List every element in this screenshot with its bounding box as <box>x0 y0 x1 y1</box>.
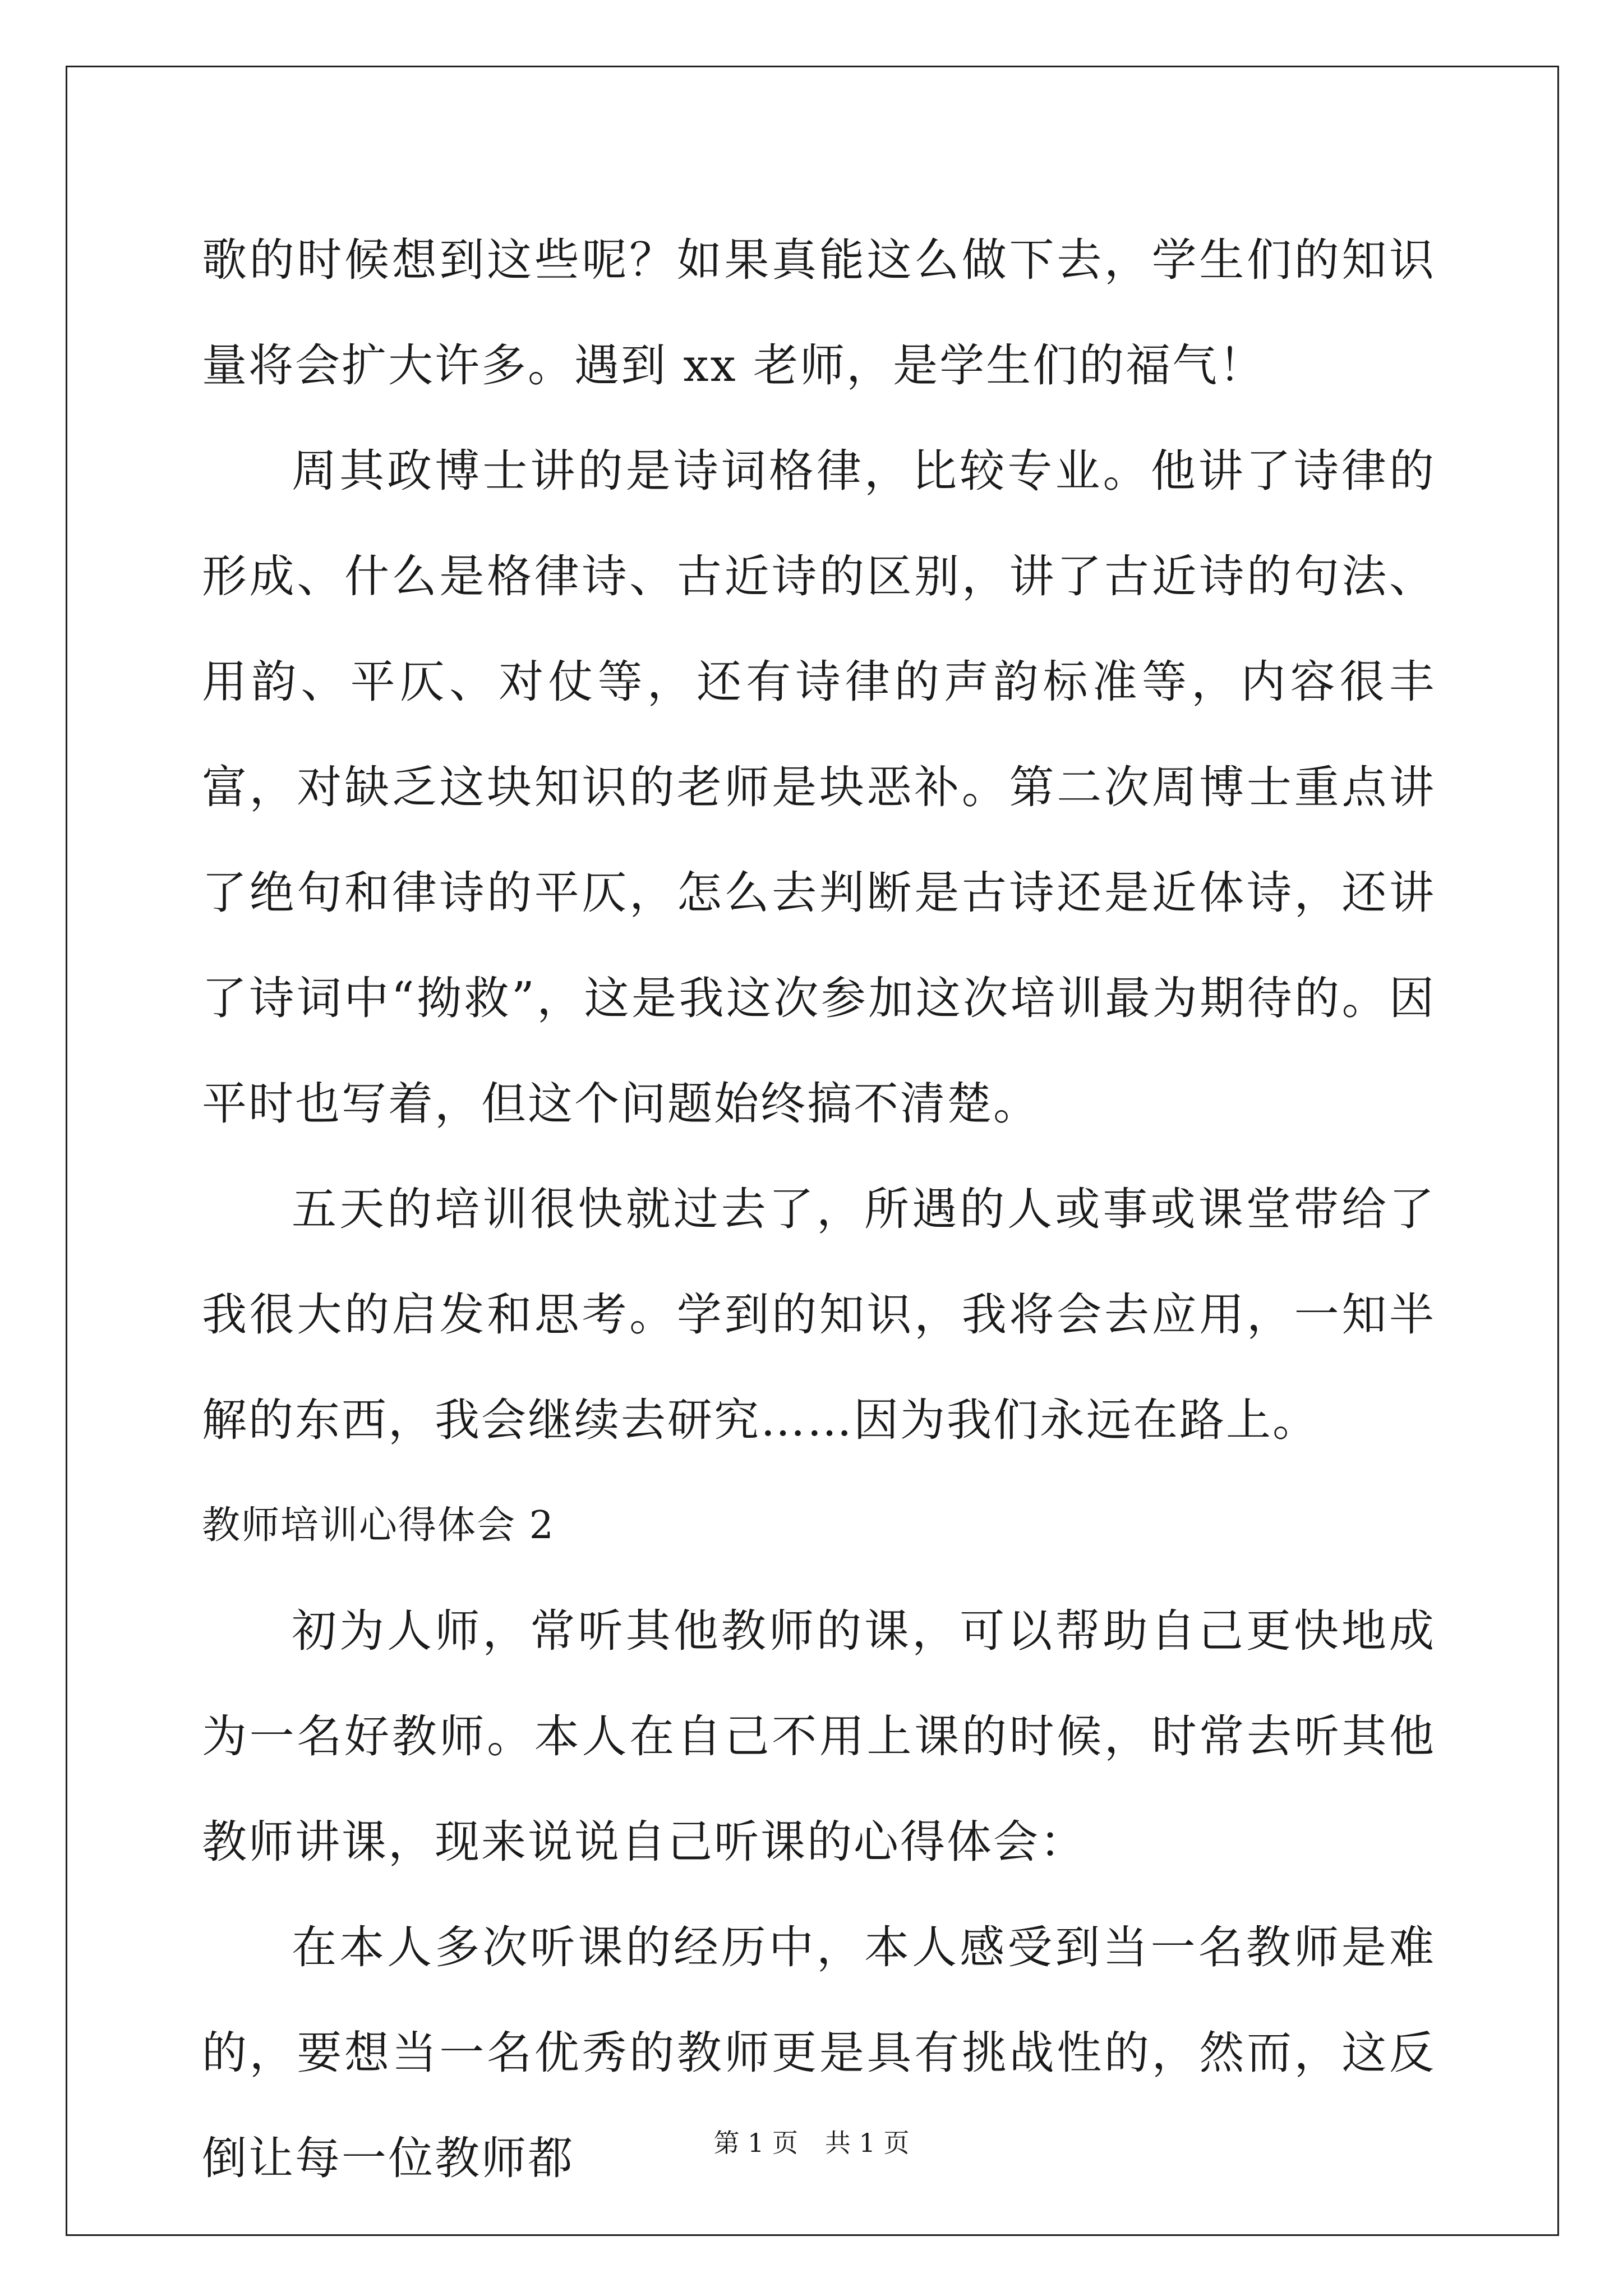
page-footer <box>0 2126 1623 2160</box>
page-total: 共 1 页 <box>825 2128 910 2158</box>
document-body <box>202 208 1436 2211</box>
paragraph-5: 在本人多次听课的经历中，本人感受到当一名教师是难的，要想当一名优秀的教师更是具有挑战性的，然而，这反倒让每一位教师都 <box>202 1921 1436 2184</box>
section-heading: 教师培训心得体会 2 <box>202 1503 555 1548</box>
page-number: 第 1 页 <box>713 2128 798 2158</box>
paragraph-4: 初为人师，常听其他教师的课，可以帮助自己更快地成为一名好教师。本人在自己不用上课的时候，时常去听其他教师讲课，现来说说自己听课的心得体会： <box>202 1605 1436 1868</box>
paragraph-2: 周其政博士讲的是诗词格律，比较专业。他讲了诗律的形成、什么是格律诗、古近诗的区别，讲了古近诗的句法、用韵、平仄、对仗等，还有诗律的声韵标准等，内容很丰富，对缺乏这块知识的老师是块恶补。第二次周博士重点讲了绝句和律诗的平仄，怎么去判断是古诗还是近体诗，还讲了诗词中“拗救”，这是我这次参加这次培训最为期待的。因平时也写着，但这个问题始终搞不清楚。 <box>202 445 1436 1130</box>
paragraph-3: 五天的培训很快就过去了，所遇的人或事或课堂带给了我很大的启发和思考。学到的知识，我将会去应用，一知半解的东西，我会继续去研究……因为我们永远在路上。 <box>202 1183 1436 1446</box>
paragraph-1: 歌的时候想到这些呢？如果真能这么做下去，学生们的知识量将会扩大许多。遇到 xx 老师，是学生们的福气！ <box>202 234 1436 392</box>
